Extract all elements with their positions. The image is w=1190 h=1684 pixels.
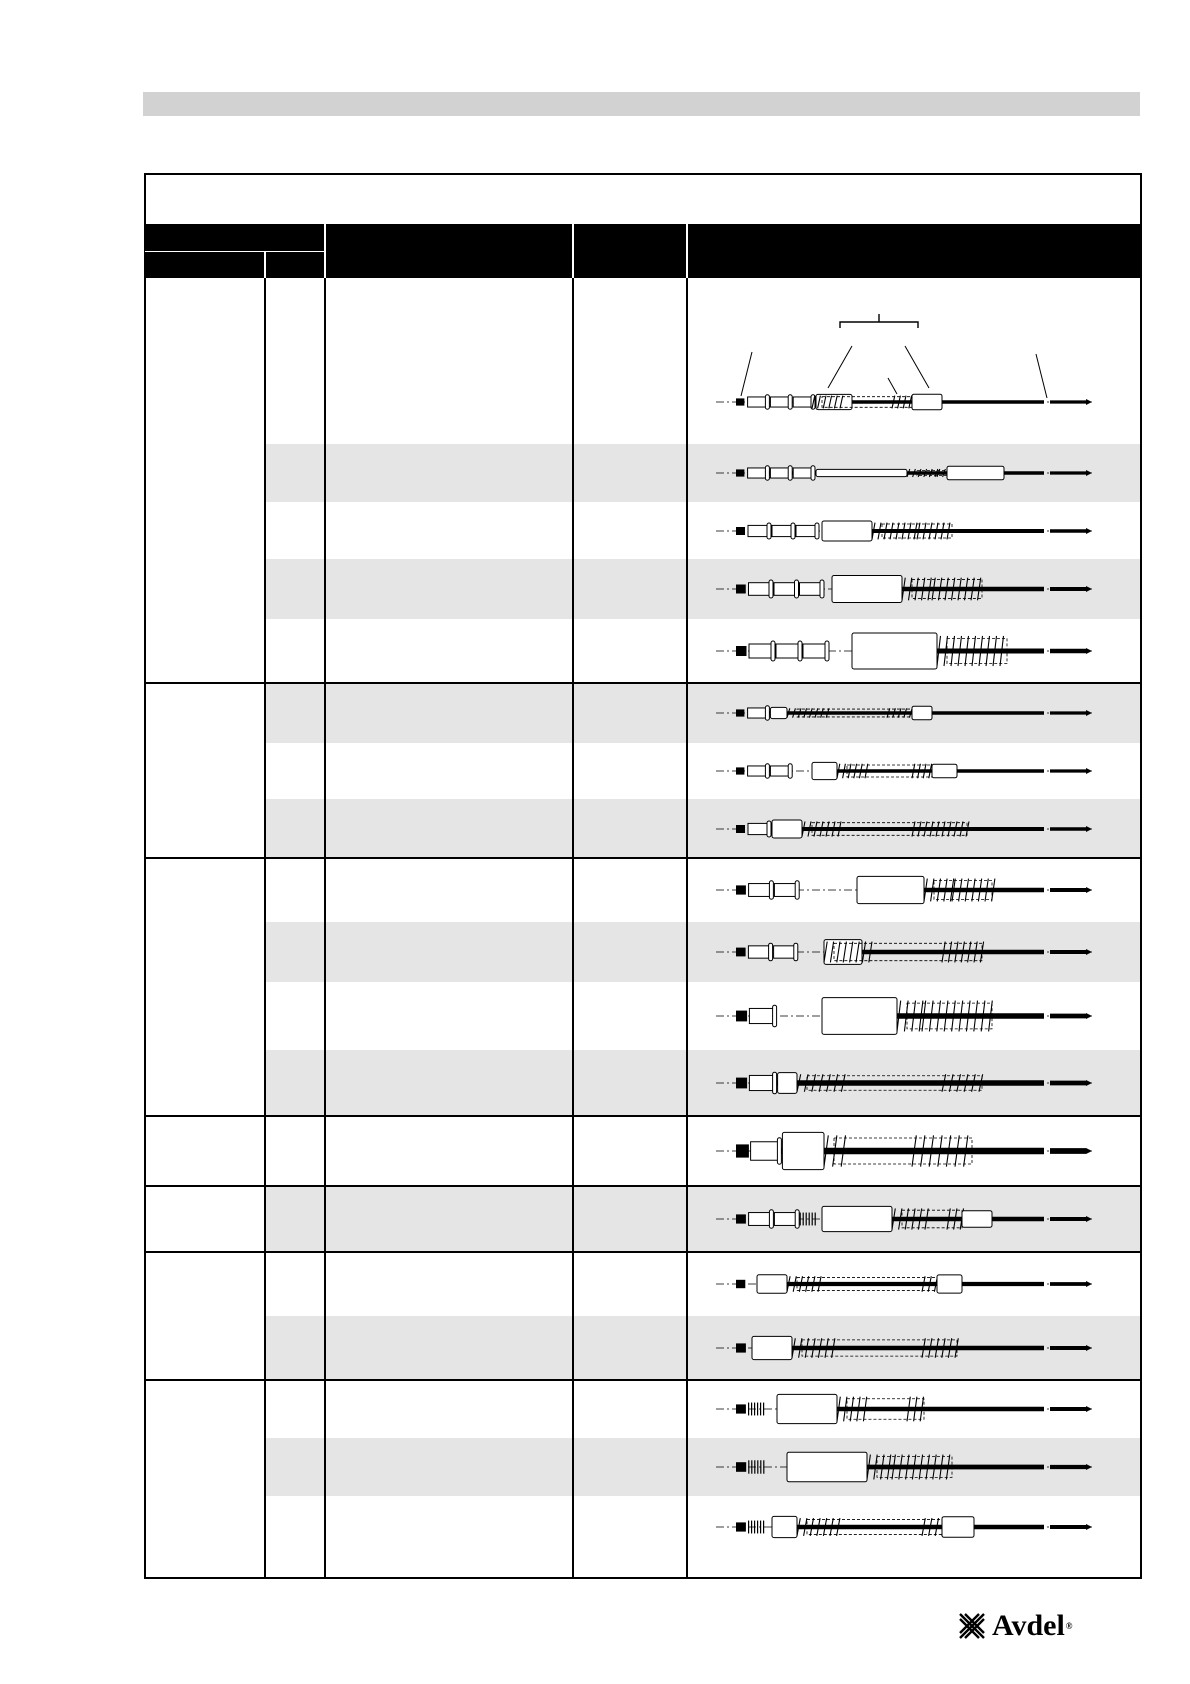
- nosepiece-drawing: [692, 683, 1140, 743]
- table-header-subdivider: [145, 251, 325, 252]
- column-divider: [324, 278, 326, 1578]
- nosepiece-drawing: [692, 1316, 1140, 1380]
- avdel-emblem-icon: [958, 1612, 986, 1640]
- header-column-divider: [686, 224, 688, 278]
- nosepiece-drawing: [692, 743, 1140, 799]
- nosepiece-drawing: [692, 1496, 1140, 1558]
- nosepiece-drawing: [692, 278, 1140, 444]
- nosepiece-drawing: [692, 1252, 1140, 1316]
- nosepiece-drawing: [692, 922, 1140, 982]
- brand-name: Avdel®: [992, 1609, 1073, 1642]
- section-header-band: [143, 92, 1140, 116]
- nosepiece-drawing: [692, 982, 1140, 1050]
- nosepiece-drawing: [692, 559, 1140, 619]
- avdel-logo: [958, 1610, 1073, 1642]
- column-divider: [686, 278, 688, 1578]
- nosepiece-drawing: [692, 1050, 1140, 1116]
- nosepiece-drawing: [692, 502, 1140, 559]
- column-divider: [264, 278, 266, 1578]
- nosepiece-drawing: [692, 1116, 1140, 1186]
- nosepiece-drawing: [692, 1380, 1140, 1438]
- column-divider: [572, 278, 574, 1578]
- nosepiece-drawing: [692, 1438, 1140, 1496]
- header-column-divider: [324, 224, 326, 278]
- nosepiece-drawing: [692, 858, 1140, 922]
- nosepiece-drawing: [692, 444, 1140, 502]
- header-subcolumn-divider: [264, 251, 266, 278]
- nosepiece-drawing: [692, 799, 1140, 858]
- nosepiece-drawing: [692, 1186, 1140, 1252]
- header-column-divider: [572, 224, 574, 278]
- nosepiece-drawing: [692, 619, 1140, 683]
